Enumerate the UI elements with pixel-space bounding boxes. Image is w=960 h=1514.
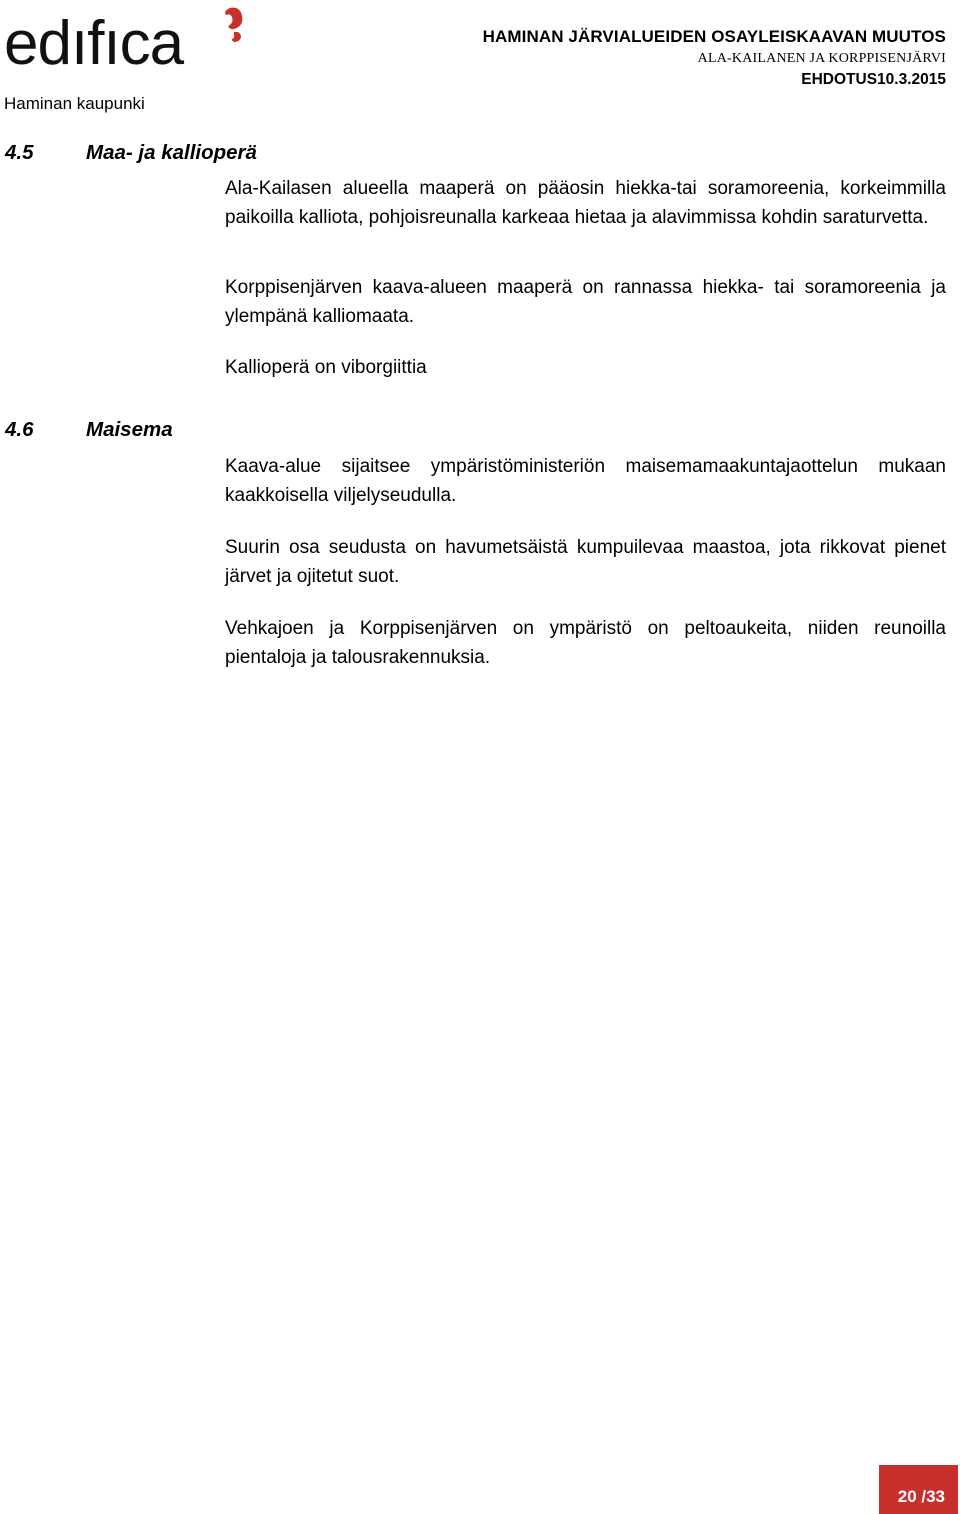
section-title: Maisema	[86, 418, 173, 441]
paragraph: Kaava-alue sijaitsee ympäristöministeriön maisemamaakuntajaottelun mukaan kaakkoisella viljelyseudulla.	[225, 456, 946, 506]
section-heading-4-6	[5, 418, 173, 442]
logo-accent-dot	[232, 32, 241, 42]
page-number-badge: 20 /33	[879, 1465, 958, 1514]
logo-accent-shape	[225, 8, 242, 30]
section-heading-4-5	[5, 141, 257, 165]
svg-text:edıfıca: edıfıca	[4, 9, 184, 72]
paragraph: Ala-Kailasen alueella maaperä on pääosin hiekka-tai soramoreenia, korkeimmilla paikoilla kalliota, pohjoisreunalla karkeaa hietaa ja alavimmissa kohdin saraturvetta.	[225, 178, 946, 228]
edifica-logo	[4, 2, 244, 72]
paragraph: Vehkajoen ja Korppisenjärven on ympäristö on peltoaukeita, niiden reunoilla pientaloja ja talousrakennuksia.	[225, 618, 946, 668]
document-date: EHDOTUS10.3.2015	[801, 71, 946, 88]
paragraph: Kallioperä on viborgiittia	[225, 357, 427, 378]
section-number: 4.6	[5, 418, 34, 441]
paragraph: Korppisenjärven kaava-alueen maaperä on rannassa hiekka- tai soramoreenia ja ylempänä kalliomaata.	[225, 277, 946, 327]
document-title: HAMINAN JÄRVIALUEIDEN OSAYLEISKAAVAN MUUTOS	[482, 27, 946, 46]
section-number: 4.5	[5, 141, 34, 164]
section-title: Maa- ja kallioperä	[86, 141, 257, 164]
edifica-logo-graphic	[4, 2, 244, 72]
paragraph: Suurin osa seudusta on havumetsäistä kumpuilevaa maastoa, jota rikkovat pienet järvet ja ojitetut suot.	[225, 537, 946, 587]
city-name: Haminan kaupunki	[4, 94, 145, 113]
document-subtitle: ALA-KAILANEN JA KORPPISENJÄRVI	[697, 51, 946, 66]
